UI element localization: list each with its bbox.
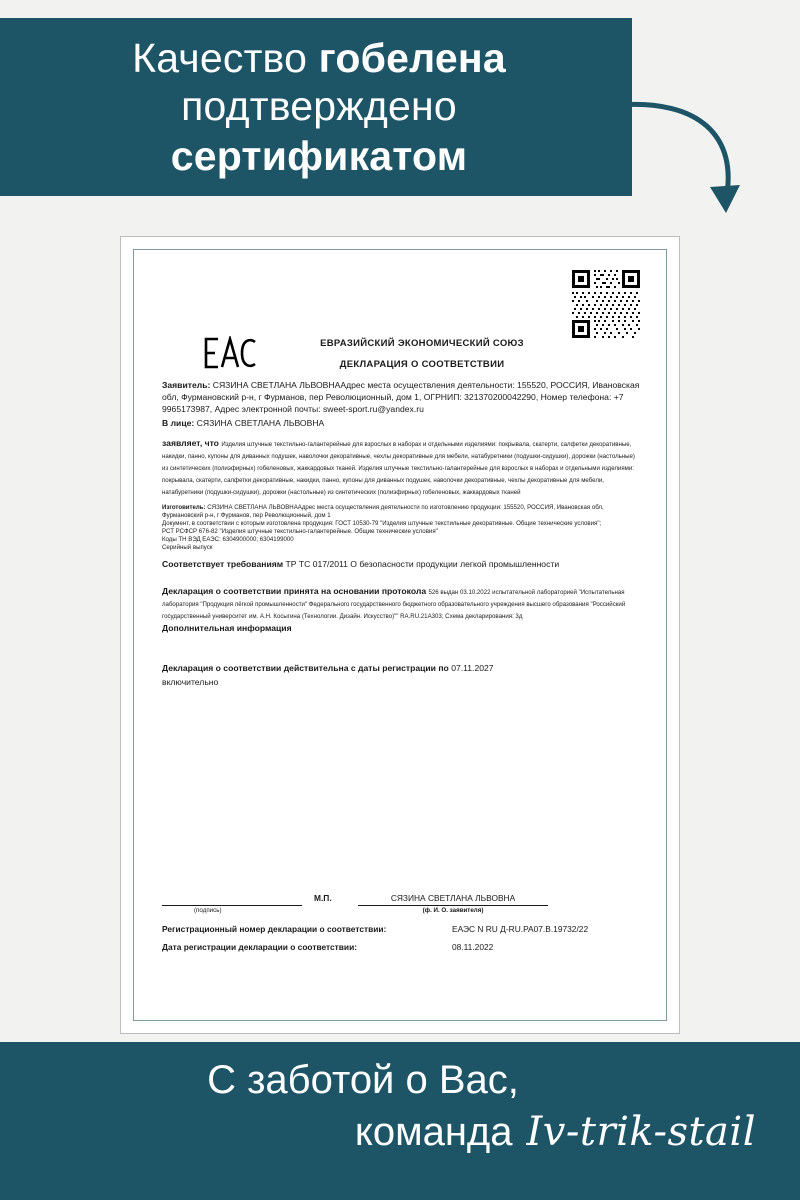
bottom-banner-line-2 bbox=[0, 1109, 766, 1155]
registration-date-label: Дата регистрации декларации о соответствии: bbox=[162, 942, 358, 953]
declares-paragraph bbox=[162, 438, 642, 497]
signature-area bbox=[162, 891, 642, 954]
compliance-text: ТР ТС 017/2011 О безопасности продукции легкой промышленности bbox=[285, 558, 560, 569]
manufacturer-paragraph bbox=[162, 504, 642, 520]
signature-line-right bbox=[358, 905, 548, 906]
validity-paragraph bbox=[162, 663, 642, 675]
top-banner-line-3: сертификатом bbox=[170, 132, 468, 179]
document-basis-line-1: Документ, в соответствии с которым изготовлена продукция: ГОСТ 10530-79 "Изделия штучные текстильные декоративные. Общие технические условия"; bbox=[162, 519, 602, 527]
document-basis-line-2: РСТ РСФСР 676-82 "Изделия штучные текстильно-галантерейные. Общие технические условия" bbox=[162, 527, 438, 535]
declares-label: заявляет, что bbox=[162, 438, 219, 449]
top-banner-line-1-plain: Качество bbox=[132, 35, 319, 81]
curved-arrow-icon bbox=[610, 95, 750, 235]
serial-output-line: Серийный выпуск bbox=[162, 543, 213, 551]
document-title-line-2: ДЕКЛАРАЦИЯ О СООТВЕТСТВИИ bbox=[339, 359, 505, 370]
signatory-name: СЯЗИНА СВЕТЛАНА ЛЬВОВНА bbox=[390, 892, 516, 903]
declaration-document bbox=[162, 268, 642, 1006]
top-banner-line-1-bold: гобелена bbox=[318, 35, 506, 81]
registration-date-row bbox=[162, 941, 642, 954]
qr-code-icon bbox=[570, 268, 642, 340]
document-title bbox=[272, 338, 572, 370]
protocol-label: Декларация о соответствии принята на основании протокола bbox=[162, 585, 427, 596]
certificate-sheet bbox=[120, 236, 680, 1034]
person-text: СЯЗИНА СВЕТЛАНА ЛЬВОВНА bbox=[196, 417, 325, 428]
declares-text: Изделия штучные текстильно-галантерейные для взрослых в наборах и отдельными изделиями: покрывала, скатерти, салфетки декоративные, накидки, панно, купоны для диванных подушек, наволочки декоративные, чехлы декоративные для мебели, натабуретники (подушки-сидушки), дорожки (настольные) из синтетических (полиэфирных) гобеленовых, жаккардовых тканей. Изделия штучные текстильно-галантерейные для взрослых в наборах и отдельными изделиями: покрывала, скатерти, салфетки декоративные, накидки, панно, купоны для диванных подушек, наволочки декоративные, чехлы декоративные для мебели, натабуретники (подушки-сидушки), дорожки (настольные) из синтетических (полиэфирных) гобеленовых, жаккардовых тканей bbox=[162, 441, 635, 496]
validity-date: 07.11.2027 bbox=[451, 663, 494, 674]
signature-row bbox=[162, 891, 642, 917]
top-banner-line-2: подтверждено bbox=[181, 82, 457, 129]
bottom-banner-team-label: команда bbox=[354, 1110, 513, 1154]
applicant-text: СЯЗИНА СВЕТЛАНА ЛЬВОВНААдрес места осуществления деятельности: 155520, РОССИЯ, Ивановская обл, Фурмановский р-н, г Фурманов, пер Революционный, дом 1, ОГРНИП: 321370200042290, Номер телефона: +7 9965173987, Адрес электронной почты: sweet-sport.ru@yandex.ru bbox=[162, 380, 640, 414]
person-label: В лице: bbox=[162, 417, 195, 428]
top-banner bbox=[0, 18, 632, 196]
applicant-label: Заявитель: bbox=[162, 380, 211, 390]
signature-caption-left: (подпись) bbox=[194, 906, 222, 914]
top-banner-line-1 bbox=[46, 36, 592, 82]
additional-information-label bbox=[162, 623, 642, 635]
applicant-paragraph bbox=[162, 380, 642, 416]
registration-number-label: Регистрационный номер декларации о соответствии: bbox=[162, 923, 387, 934]
tnved-codes-line: Коды ТН ВЭД ЕАЭС: 6304900000; 6304199000 bbox=[162, 535, 294, 543]
additional-information-text: Дополнительная информация bbox=[162, 623, 292, 634]
bottom-banner-line-1: С заботой о Вас, bbox=[207, 1058, 519, 1102]
signature-caption-right: (ф. И. О. заявителя) bbox=[422, 906, 484, 914]
registration-number-value: ЕАЭС N RU Д-RU.PA07.B.19732/22 bbox=[452, 923, 589, 934]
protocol-text: 526 выдан 03.10.2022 испытательной лабораторией "Испытательная лаборатория "Продукция лёгкой промышленности" Федерального государственного бюджетного образовательного учреждения высшего образования "Российский государственный университет им. А.Н. Косыгина (Технологии. Дизайн. Искусство)"" RA.RU.21A303; Схема декларирования: 3д bbox=[162, 588, 626, 620]
certificate-inner-border bbox=[133, 249, 667, 1021]
manufacturer-text: СЯЗИНА СВЕТЛАНА ЛЬВОВНААдрес места осуществления деятельности по изготовлению продукции: 155520, РОССИЯ, Ивановская обл, Фурмановский р-н, г Фурманов, пер Революционный, дом 1 bbox=[162, 503, 604, 519]
registration-number-row bbox=[162, 923, 642, 936]
person-paragraph bbox=[162, 418, 642, 430]
manufacturer-label: Изготовитель: bbox=[162, 503, 206, 511]
document-title-line-1: ЕВРАЗИЙСКИЙ ЭКОНОМИЧЕСКИЙ СОЮЗ bbox=[320, 338, 524, 349]
document-body bbox=[162, 380, 642, 691]
validity-suffix: включительно bbox=[162, 677, 219, 688]
brand-name: Iv-trik-stail bbox=[526, 1109, 756, 1155]
compliance-label: Соответствует требованиям bbox=[162, 558, 284, 569]
signature-line-left bbox=[162, 905, 302, 906]
eac-mark-icon bbox=[202, 336, 258, 370]
protocol-paragraph bbox=[162, 586, 642, 622]
validity-label: Декларация о соответствии действительна с даты регистрации по bbox=[162, 663, 449, 674]
bottom-banner bbox=[0, 1042, 800, 1200]
registration-date-value: 08.11.2022 bbox=[452, 942, 494, 953]
compliance-paragraph bbox=[162, 559, 642, 571]
stamp-place-label: М.П. bbox=[314, 892, 332, 903]
